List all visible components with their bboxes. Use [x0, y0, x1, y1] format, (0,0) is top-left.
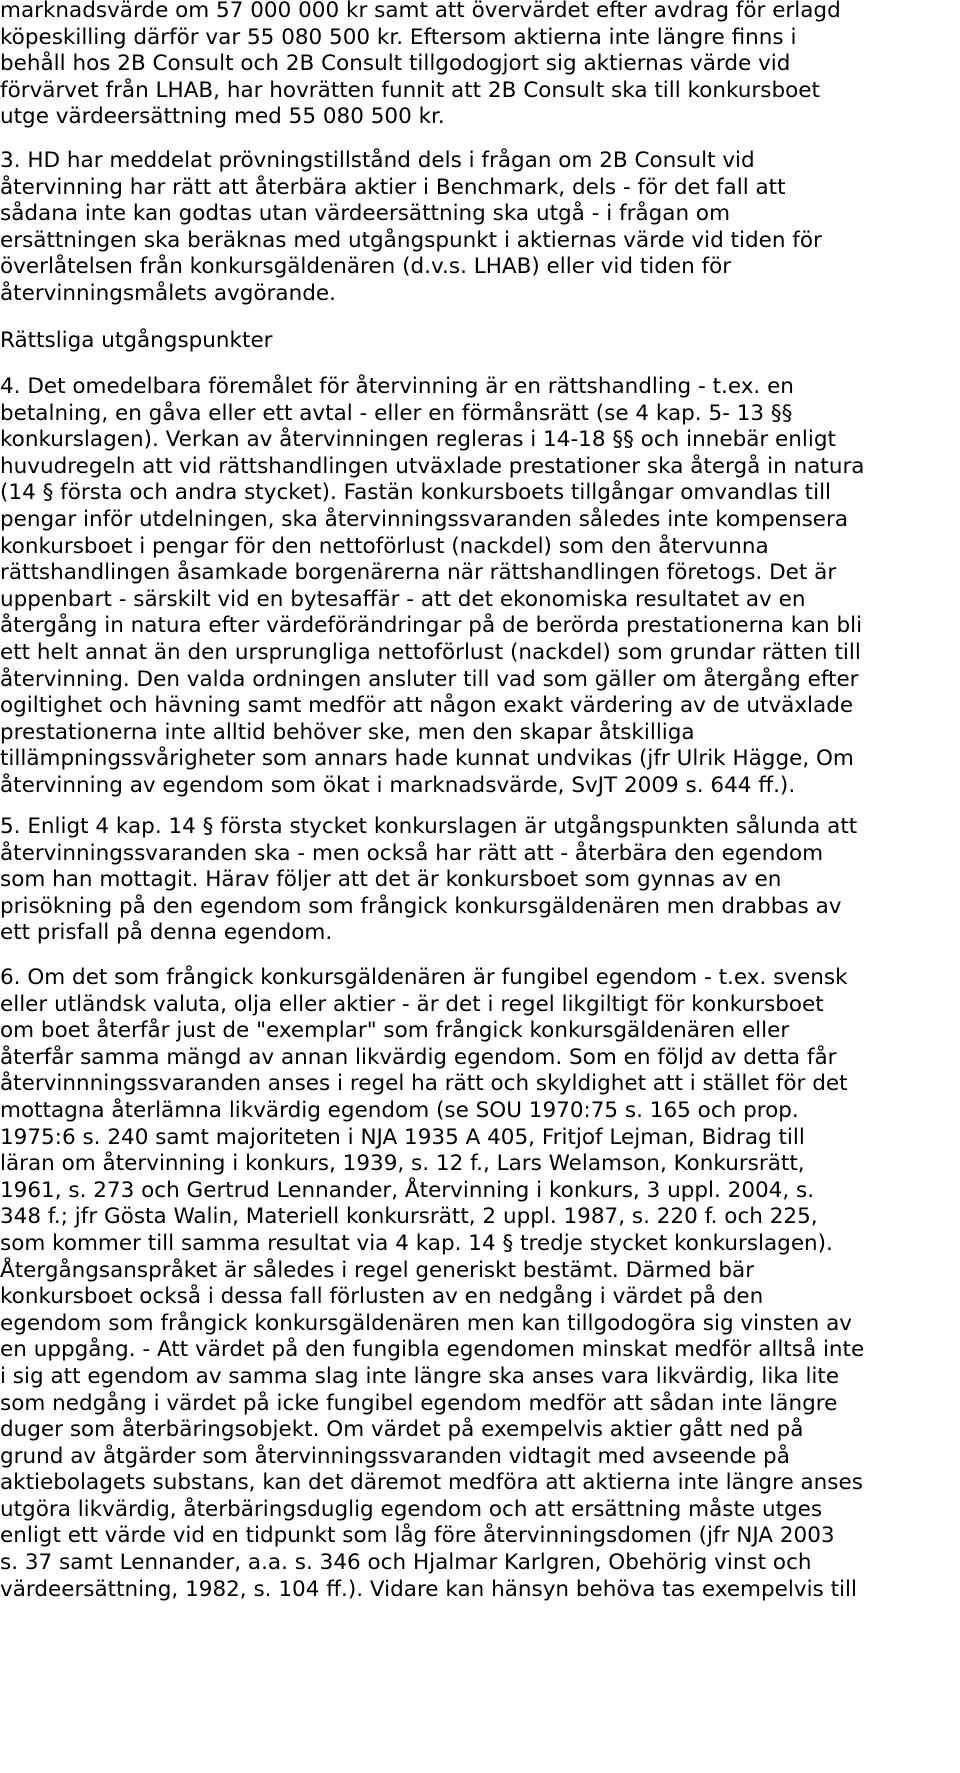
- paragraph-5: [0, 814, 960, 947]
- text-line: om boet återfår just de "exemplar" som frångick konkursgäldenären eller: [0, 1018, 790, 1044]
- text-line: i sig att egendom av samma slag inte längre ska anses vara likvärdig, lika lite: [0, 1363, 840, 1389]
- text-line: aktiebolagets substans, kan det däremot medföra att aktierna inte längre anses: [0, 1470, 863, 1496]
- text-line: som nedgång i värdet på icke fungibel egendom medför att sådan inte längre: [0, 1390, 838, 1416]
- text-line: Återgångsanspråket är således i regel generiskt bestämt. Därmed bär: [0, 1257, 755, 1283]
- text-line: sådana inte kan godtas utan värdeersättning ska utgå - i frågan om: [0, 201, 731, 227]
- text-line: 5. Enligt 4 kap. 14 § första stycket konkurslagen är utgångspunkten sålunda att: [0, 814, 858, 839]
- paragraph-intro: [0, 0, 960, 131]
- text-line: läran om återvinning i konkurs, 1939, s. 12 f., Lars Welamson, Konkursrätt,: [0, 1151, 805, 1177]
- text-line: 3. HD har meddelat prövningstillstånd dels i frågan om 2B Consult vid: [0, 148, 755, 173]
- text-line: återvinning har rätt att återbära aktier i Benchmark, dels - för det fall att: [0, 174, 786, 200]
- paragraph-3: [0, 148, 960, 308]
- text-line: ett prisfall på denna egendom.: [0, 920, 333, 946]
- text-line: återvinningsmålets avgörande.: [0, 280, 336, 306]
- text-line: återvinning av egendom som ökat i marknadsvärde, SvJT 2009 s. 644 ff.).: [0, 772, 796, 798]
- text-line: prisökning på den egendom som frångick konkursgäldenären men drabbas av: [0, 893, 842, 919]
- text-line: konkursboet i pengar för den nettoförlust (nackdel) som den återvunna: [0, 533, 769, 559]
- text-line: 6. Om det som frångick konkursgäldenären är fungibel egendom - t.ex. svensk: [0, 965, 848, 990]
- paragraph-4: [0, 374, 960, 800]
- text-line: en uppgång. - Att värdet på den fungibla egendomen minskat medför alltså inte: [0, 1337, 865, 1363]
- text-line: återvinnningssvaranden anses i regel ha rätt och skyldighet att i stället för det: [0, 1071, 848, 1097]
- text-line: återvinning. Den valda ordningen ansluter till vad som gäller om återgång efter: [0, 666, 859, 692]
- text-line: ogiltighet och hävning samt medför att någon exakt värdering av de utväxlade: [0, 693, 854, 719]
- text-line: som kommer till samma resultat via 4 kap. 14 § tredje stycket konkurslagen).: [0, 1230, 833, 1256]
- text-line: som han mottagit. Härav följer att det är konkursboet som gynnas av en: [0, 867, 782, 893]
- text-line: prestationerna inte alltid behöver ske, men den skapar åtskilliga: [0, 719, 695, 745]
- text-line: betalning, en gåva eller ett avtal - eller en förmånsrätt (se 4 kap. 5- 13 §§: [0, 400, 793, 426]
- text-line: 1961, s. 273 och Gertrud Lennander, Återvinning i konkurs, 3 uppl. 2004, s.: [0, 1177, 815, 1203]
- text-line: rättshandlingen åsamkade borgenärerna när rättshandlingen företogs. Det är: [0, 560, 837, 586]
- text-line: konkurslagen). Verkan av återvinningen regleras i 14-18 §§ och innebär enligt: [0, 427, 836, 453]
- text-line: tillämpningssvårigheter som annars hade kunnat undvikas (jfr Ulrik Hägge, Om: [0, 746, 854, 772]
- text-line: marknadsvärde om 57 000 000 kr samt att övervärdet efter avdrag för erlagd: [0, 0, 841, 23]
- text-line: (14 § första och andra stycket). Fastän konkursboets tillgångar omvandlas till: [0, 480, 832, 506]
- text-line: 4. Det omedelbara föremålet för återvinning är en rättshandling - t.ex. en: [0, 374, 794, 399]
- text-line: mottagna återlämna likvärdig egendom (se SOU 1970:75 s. 165 och prop.: [0, 1097, 799, 1123]
- text-line: eller utländsk valuta, olja eller aktier - är det i regel likgiltigt för konkursboet: [0, 991, 824, 1017]
- text-line: återfår samma mängd av annan likvärdig egendom. Som en följd av detta får: [0, 1044, 837, 1070]
- text-line: konkursboet också i dessa fall förlusten av en nedgång i värdet på den: [0, 1284, 764, 1310]
- text-line: 348 f.; jfr Gösta Walin, Materiell konkursrätt, 2 uppl. 1987, s. 220 f. och 225,: [0, 1204, 818, 1230]
- text-line: duger som återbäringsobjekt. Om värdet på exempelvis aktier gått ned på: [0, 1417, 804, 1443]
- text-line: återgång in natura efter värdeförändringar på de berörda prestationerna kan bli: [0, 613, 863, 639]
- text-line: s. 37 samt Lennander, a.a. s. 346 och Hjalmar Karlgren, Obehörig vinst och: [0, 1550, 812, 1576]
- text-line: ett helt annat än den ursprungliga nettoförlust (nackdel) som grundar rätten till: [0, 639, 861, 665]
- text-line: 1975:6 s. 240 samt majoriteten i NJA 1935 A 405, Fritjof Lejman, Bidrag till: [0, 1124, 805, 1150]
- text-line: utgöra likvärdig, återbäringsduglig egendom och att ersättning måste utges: [0, 1496, 823, 1522]
- text-line: grund av åtgärder som återvinningssvaranden vidtagit med avseende på: [0, 1443, 790, 1469]
- text-line: ersättningen ska beräknas med utgångspunkt i aktiernas värde vid tiden för: [0, 227, 822, 253]
- text-line: pengar inför utdelningen, ska återvinningssvaranden således inte kompensera: [0, 506, 849, 532]
- text-line: behåll hos 2B Consult och 2B Consult tillgodogjort sig aktiernas värde vid: [0, 51, 791, 77]
- heading-text: Rättsliga utgångspunkter: [0, 328, 273, 353]
- text-line: återvinningssvaranden ska - men också har rätt att - återbära den egendom: [0, 840, 824, 866]
- text-line: värdeersättning, 1982, s. 104 ff.). Vidare kan hänsyn behöva tas exempelvis till: [0, 1576, 857, 1602]
- text-line: enligt ett värde vid en tidpunkt som låg före återvinningsdomen (jfr NJA 2003: [0, 1523, 835, 1549]
- text-line: utge värdeersättning med 55 080 500 kr.: [0, 104, 445, 130]
- text-line: förvärvet från LHAB, har hovrätten funnit att 2B Consult ska till konkursboet: [0, 77, 820, 103]
- section-heading: [0, 328, 960, 355]
- text-line: huvudregeln att vid rättshandlingen utväxlade prestationer ska återgå in natura: [0, 453, 865, 479]
- text-line: egendom som frångick konkursgäldenären men kan tillgodogöra sig vinsten av: [0, 1310, 852, 1336]
- text-line: uppenbart - särskilt vid en bytesaffär - att det ekonomiska resultatet av en: [0, 586, 806, 612]
- paragraph-6: [0, 965, 960, 1603]
- text-line: köpeskilling därför var 55 080 500 kr. Eftersom aktierna inte längre finns i: [0, 24, 797, 50]
- text-line: överlåtelsen från konkursgäldenären (d.v.s. LHAB) eller vid tiden för: [0, 254, 732, 280]
